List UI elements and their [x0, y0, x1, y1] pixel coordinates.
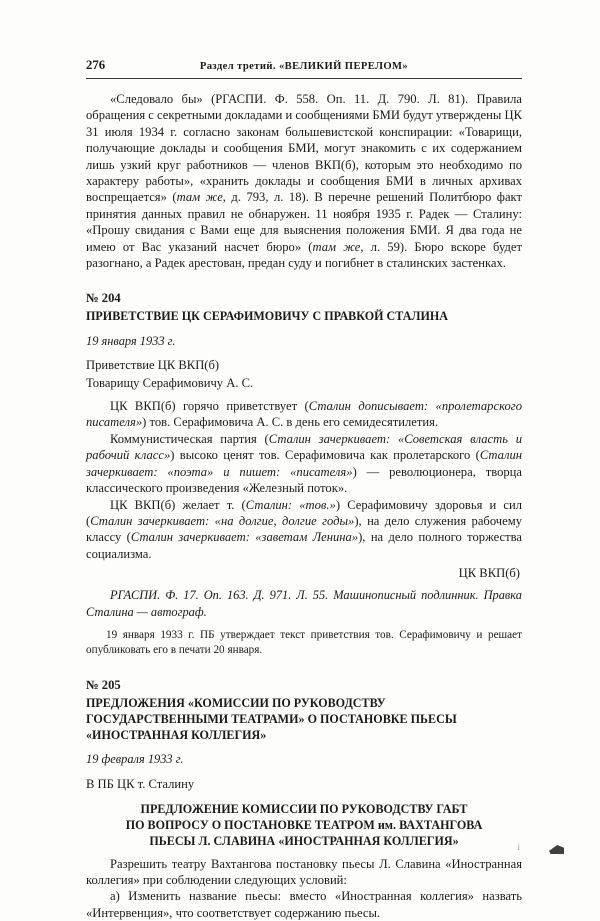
doc-205-number: № 205 [86, 678, 121, 693]
doc-204-title: ПРИВЕТСТВИЕ ЦК СЕРАФИМОВИЧУ С ПРАВКОЙ СТАЛИНА [86, 309, 449, 324]
scan-speck: i [517, 842, 520, 852]
body-paragraph: а) Изменить название пьесы: вместо «Иностранная коллегия» назвать «Интервенция», что соответствует содержанию пьесы. [86, 889, 522, 920]
inner-heading-line: ПЬЕСЫ Л. СЛАВИНА «ИНОСТРАННАЯ КОЛЛЕГИЯ» [149, 833, 459, 848]
scan-artifact [549, 845, 564, 854]
doc-205-title: ПРЕДЛОЖЕНИЯ «КОМИССИИ ПО РУКОВОДСТВУ ГОСУДАРСТВЕННЫМИ ТЕАТРАМИ» О ПОСТАНОВКЕ ПЬЕСЫ «ИНОСТРАННАЯ КОЛЛЕГИЯ» [86, 696, 457, 742]
body-paragraph: Коммунистическая партия (Сталин зачеркивает: «Советская власть и рабочий класс») высоко ценят тов. Серафимовича как пролетарского (Сталин зачеркивает: «поэта» и пишет: «писателя») — революционера, творца классического произведения «Железный поток». [86, 431, 523, 496]
doc-205-inner-heading [86, 802, 522, 849]
inner-heading-line: ПРЕДЛОЖЕНИЕ КОМИССИИ ПО РУКОВОДСТВУ ГАБТ [140, 802, 468, 817]
doc-204-number: № 204 [86, 291, 121, 306]
doc-205-body [86, 856, 522, 921]
address-line: Товарищу Серафимовичу А. С. [86, 375, 254, 390]
inner-heading-line: ПО ВОПРОСУ О ПОСТАНОВКЕ ТЕАТРОМ им. ВАХТАНГОВА [125, 817, 483, 832]
doc-204-signature: ЦК ВКП(б) [458, 566, 520, 581]
doc-204-date: 19 января 1933 г. [86, 334, 176, 349]
editorial-note: 19 января 1933 г. ПБ утверждает текст приветствия тов. Серафимовичу и решает опубликовать его в печати 20 января. [86, 628, 522, 657]
body-paragraph: ЦК ВКП(б) желает т. (Сталин: «тов.») Серафимовичу здоровья и сил (Сталин зачеркивает: «на долгие, долгие годы»), на дело служения рабочему классу (Сталин зачеркивает: «заветам Ленина»), на дело полного торжества социализма. [86, 497, 523, 561]
running-title: Раздел третий. «ВЕЛИКИЙ ПЕРЕЛОМ» [199, 61, 409, 72]
archive-source: РГАСПИ. Ф. 17. Оп. 163. Д. 971. Л. 55. Машинописный подлинник. Правка Сталина — автограф. [86, 588, 522, 619]
body-paragraph: Разрешить театру Вахтангова постановку пьесы Л. Славина «Иностранная коллегия» при соблюдении следующих условий: [86, 856, 522, 887]
commentary-block [86, 91, 522, 271]
document-205 [86, 678, 522, 921]
doc-205-date: 19 февраля 1933 г. [86, 752, 184, 767]
page-number: 276 [86, 58, 106, 72]
doc-204-address [86, 357, 522, 392]
doc-204-body [86, 398, 522, 562]
address-line: Приветствие ЦК ВКП(б) [86, 358, 220, 373]
commentary-paragraph: «Следовало бы» (РГАСПИ. Ф. 558. Оп. 11. Д. 790. Л. 81). Правила обращения с секретными докладами и сообщениями БМИ будут утверждены ЦК 31 июля 1934 г. согласно законам большевистской конспирации: «Товарищи, получающие доклады и сообщения БМИ, могут знакомить с их содержанием лишь узкий круг работников — членов ВКП(б), которым это необходимо по характеру работы», «хранить доклады и сообщения БМИ в личных архивах воспрещается» (там же, д. 793, л. 18). В перечне решений Политбюро факт принятия данных правил не обнаружен. 11 ноября 1935 г. Радек — Сталину: «Прошу свидания с Вами еще для выяснения положения БМИ. Я два года не имею от Вас указаний насчет бюро» (там же, л. 59). Бюро вскоре будет разогнано, а Радек арестован, предан суду и погибнет в сталинских застенках. [86, 92, 522, 271]
body-paragraph: ЦК ВКП(б) горячо приветствует (Сталин дописывает: «пролетарского писателя») тов. Серафимовича А. С. в день его семидесятилетия. [86, 399, 522, 430]
running-head [86, 58, 522, 79]
doc-205-addressee: В ПБ ЦК т. Сталину [86, 777, 195, 792]
document-204 [86, 291, 522, 658]
